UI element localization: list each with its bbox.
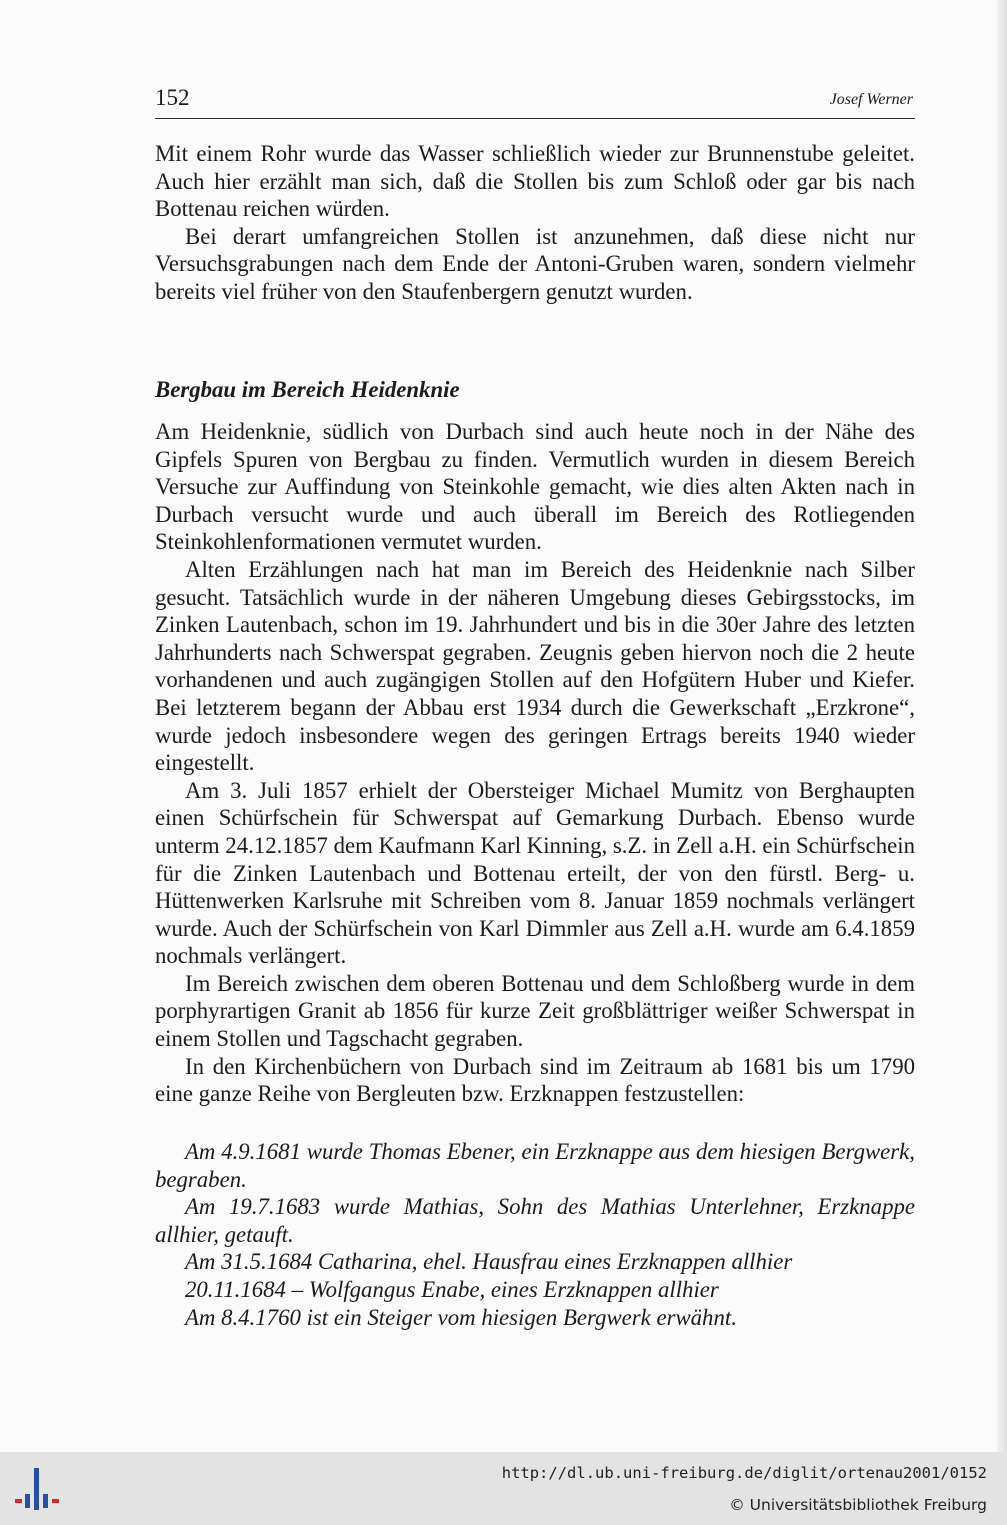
paragraph: In den Kirchenbüchern von Durbach sind im Zeitraum ab 1681 bis um 1790 eine ganze Reihe von Bergleuten bzw. Erzknappen festzustellen: — [155, 1053, 915, 1107]
paragraph: Am 3. Juli 1857 erhielt der Obersteiger Michael Mumitz von Berghaupten einen Schürfschein für Schwerspat auf Gemarkung Durbach. Ebenso wurde unterm 24.12.1857 dem Kaufmann Karl Kinning, s.Z. in Zell a.H. ein Schürfschein für die Zinken Lautenbach und Bottenau erteilt, der von den fürstl. Berg- u. Hüttenwerken Karlsruhe mit Schreiben vom 8. Januar 1859 nochmals verlängert wurde. Auch der Schürfschein von Karl Dimmler aus Zell a.H. wurde am 6.4.1859 nochmals verlängert. — [155, 777, 915, 969]
intro-text — [155, 140, 915, 306]
section-heading: Bergbau im Bereich Heidenknie — [155, 377, 460, 402]
section-body — [155, 418, 915, 1108]
paragraph: Am Heidenknie, südlich von Durbach sind auch heute noch in der Nähe des Gipfels Spuren von Bergbau zu finden. Vermutlich wurden in diesem Bereich Versuche zur Auffindung von Steinkohle gemacht, wie dies alten Akten nach in Durbach versucht wurde und auch überall im Bereich des Rotliegenden Steinkohlenformationen vermutet wurden. — [155, 419, 915, 555]
permalink-url[interactable]: http://dl.ub.uni-freiburg.de/diglit/ortenau2001/0152 — [501, 1464, 987, 1482]
ub-freiburg-logo-icon[interactable] — [12, 1466, 64, 1512]
copyright-notice: © Universitätsbibliothek Freiburg — [729, 1496, 987, 1514]
paragraph: Im Bereich zwischen dem oberen Bottenau und dem Schloßberg wurde in dem porphyrartigen Granit ab 1856 für kurze Zeit großblättriger weißer Schwerspat in einem Stollen und Tagschacht gegraben. — [155, 970, 915, 1052]
paragraph: Mit einem Rohr wurde das Wasser schließlich wieder zur Brunnenstube geleitet. Auch hier erzählt man sich, daß die Stollen bis zum Schloß oder gar bis nach Bottenau reichen würden. — [155, 141, 915, 222]
page-number: 152 — [155, 85, 190, 110]
paragraph: Bei derart umfangreichen Stollen ist anzunehmen, daß diese nicht nur Versuchsgrabungen nach dem Ende der Antoni-Gruben waren, sondern vielmehr bereits viel früher von den Staufenbergern genutzt wurden. — [155, 223, 915, 304]
page-edge-shadow — [997, 0, 1007, 1452]
quote-entry: Am 31.5.1684 Catharina, ehel. Hausfrau eines Erzknappen allhier — [185, 1249, 793, 1275]
quote-entry: 20.11.1684 – Wolfgangus Enabe, eines Erzknappen allhier — [185, 1276, 719, 1302]
viewer-footer — [0, 1452, 1007, 1525]
page-header — [155, 84, 915, 119]
paragraph: Alten Erzählungen nach hat man im Bereich des Heidenknie nach Silber gesucht. Tatsächlich wurde in der näheren Umgebung dieses Gebirgsstocks, im Zinken Lautenbach, schon im 19. Jahrhundert und bis in die 30er Jahre des letzten Jahrhunderts nach Schwerspat gegraben. Zeugnis geben hiervon noch die 2 heute vorhandenen und auch zugängigen Stollen auf den Hofgütern Huber und Kiefer. Bei letzterem begann der Abbau erst 1934 durch die Gewerkschaft „Erzkrone“, wurde jedoch insbesondere wegen des geringen Ertrags bereits 1940 wieder eingestellt. — [155, 556, 915, 776]
quote-entry: Am 4.9.1681 wurde Thomas Ebener, ein Erzknappe aus dem hiesigen Bergwerk, begraben. — [155, 1139, 915, 1192]
running-head-author: Josef Werner — [829, 91, 913, 108]
quote-entry: Am 19.7.1683 wurde Mathias, Sohn des Mathias Unterlehner, Erzknappe allhier, getauft. — [155, 1194, 915, 1247]
parish-register-quotes — [155, 1138, 915, 1331]
quote-entry: Am 8.4.1760 ist ein Steiger vom hiesigen Bergwerk erwähnt. — [185, 1304, 737, 1330]
